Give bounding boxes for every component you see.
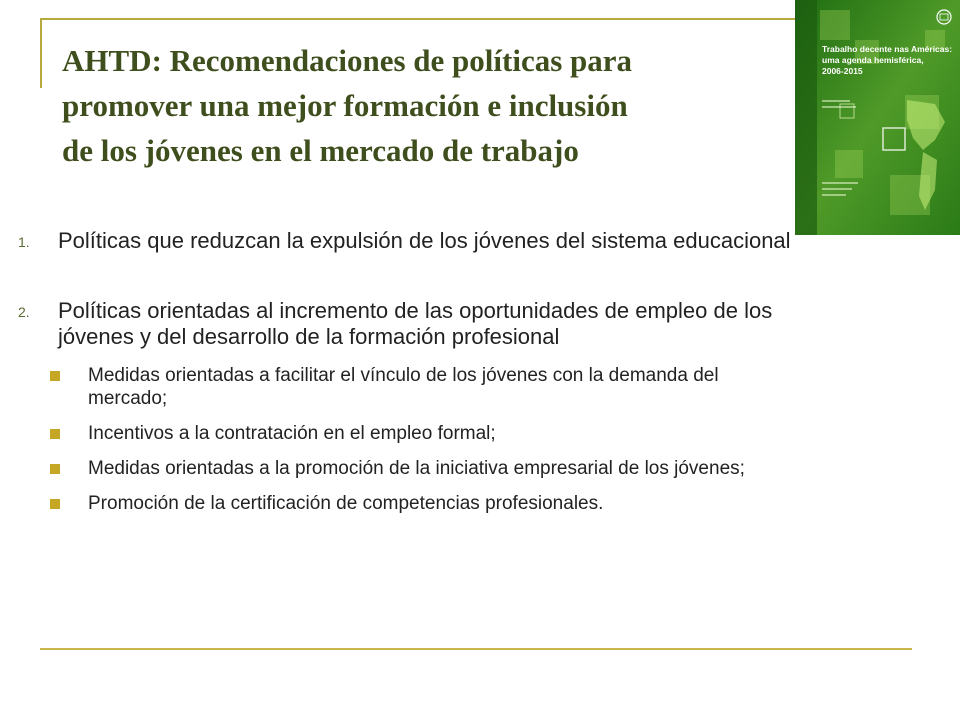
title-line-2: promover una mejor formación e inclusión — [62, 88, 628, 123]
frame-top-line — [40, 18, 800, 20]
item-text: Políticas orientadas al incremento de las oportunidades de empleo de los jóvenes y del desarrollo de la formación profesional — [58, 298, 773, 349]
cover-title-line-1: Trabalho decente nas Américas: — [822, 44, 953, 54]
sub-bullet-text: Medidas orientadas a facilitar el vínculo de los jóvenes con la demanda del mercado; — [88, 365, 719, 409]
title-line-1: AHTD: Recomendaciones de políticas para — [62, 43, 633, 78]
sub-bullet — [18, 364, 798, 410]
sub-bullet-text: Incentivos a la contratación en el empleo formal; — [88, 423, 496, 444]
cover-title-line-3: 2006-2015 — [822, 66, 863, 76]
square-bullet-icon — [50, 371, 60, 381]
book-cover-image — [795, 0, 960, 235]
bottom-divider-line — [40, 648, 912, 650]
sub-bullet-text: Medidas orientadas a la promoción de la iniciativa empresarial de los jóvenes; — [88, 458, 745, 479]
item-text: Políticas que reduzcan la expulsión de los jóvenes del sistema educacional — [58, 228, 791, 253]
title-line-3: de los jóvenes en el mercado de trabajo — [62, 133, 579, 168]
sub-bullet — [18, 492, 798, 515]
slide-title — [62, 38, 772, 173]
list-item — [18, 228, 798, 254]
slide-content — [18, 228, 798, 527]
square-bullet-icon — [50, 464, 60, 474]
square-bullet-icon — [50, 429, 60, 439]
sub-bullet-list — [18, 364, 798, 515]
item-number: 2. — [18, 304, 30, 320]
list-item — [18, 298, 798, 350]
sub-bullet-text: Promoción de la certificación de competencias profesionales. — [88, 493, 604, 514]
item-number: 1. — [18, 234, 30, 250]
sub-bullet — [18, 457, 798, 480]
cover-title-line-2: uma agenda hemisférica, — [822, 55, 924, 65]
sub-bullet — [18, 422, 798, 445]
square-bullet-icon — [50, 499, 60, 509]
frame-left-line — [40, 18, 42, 88]
